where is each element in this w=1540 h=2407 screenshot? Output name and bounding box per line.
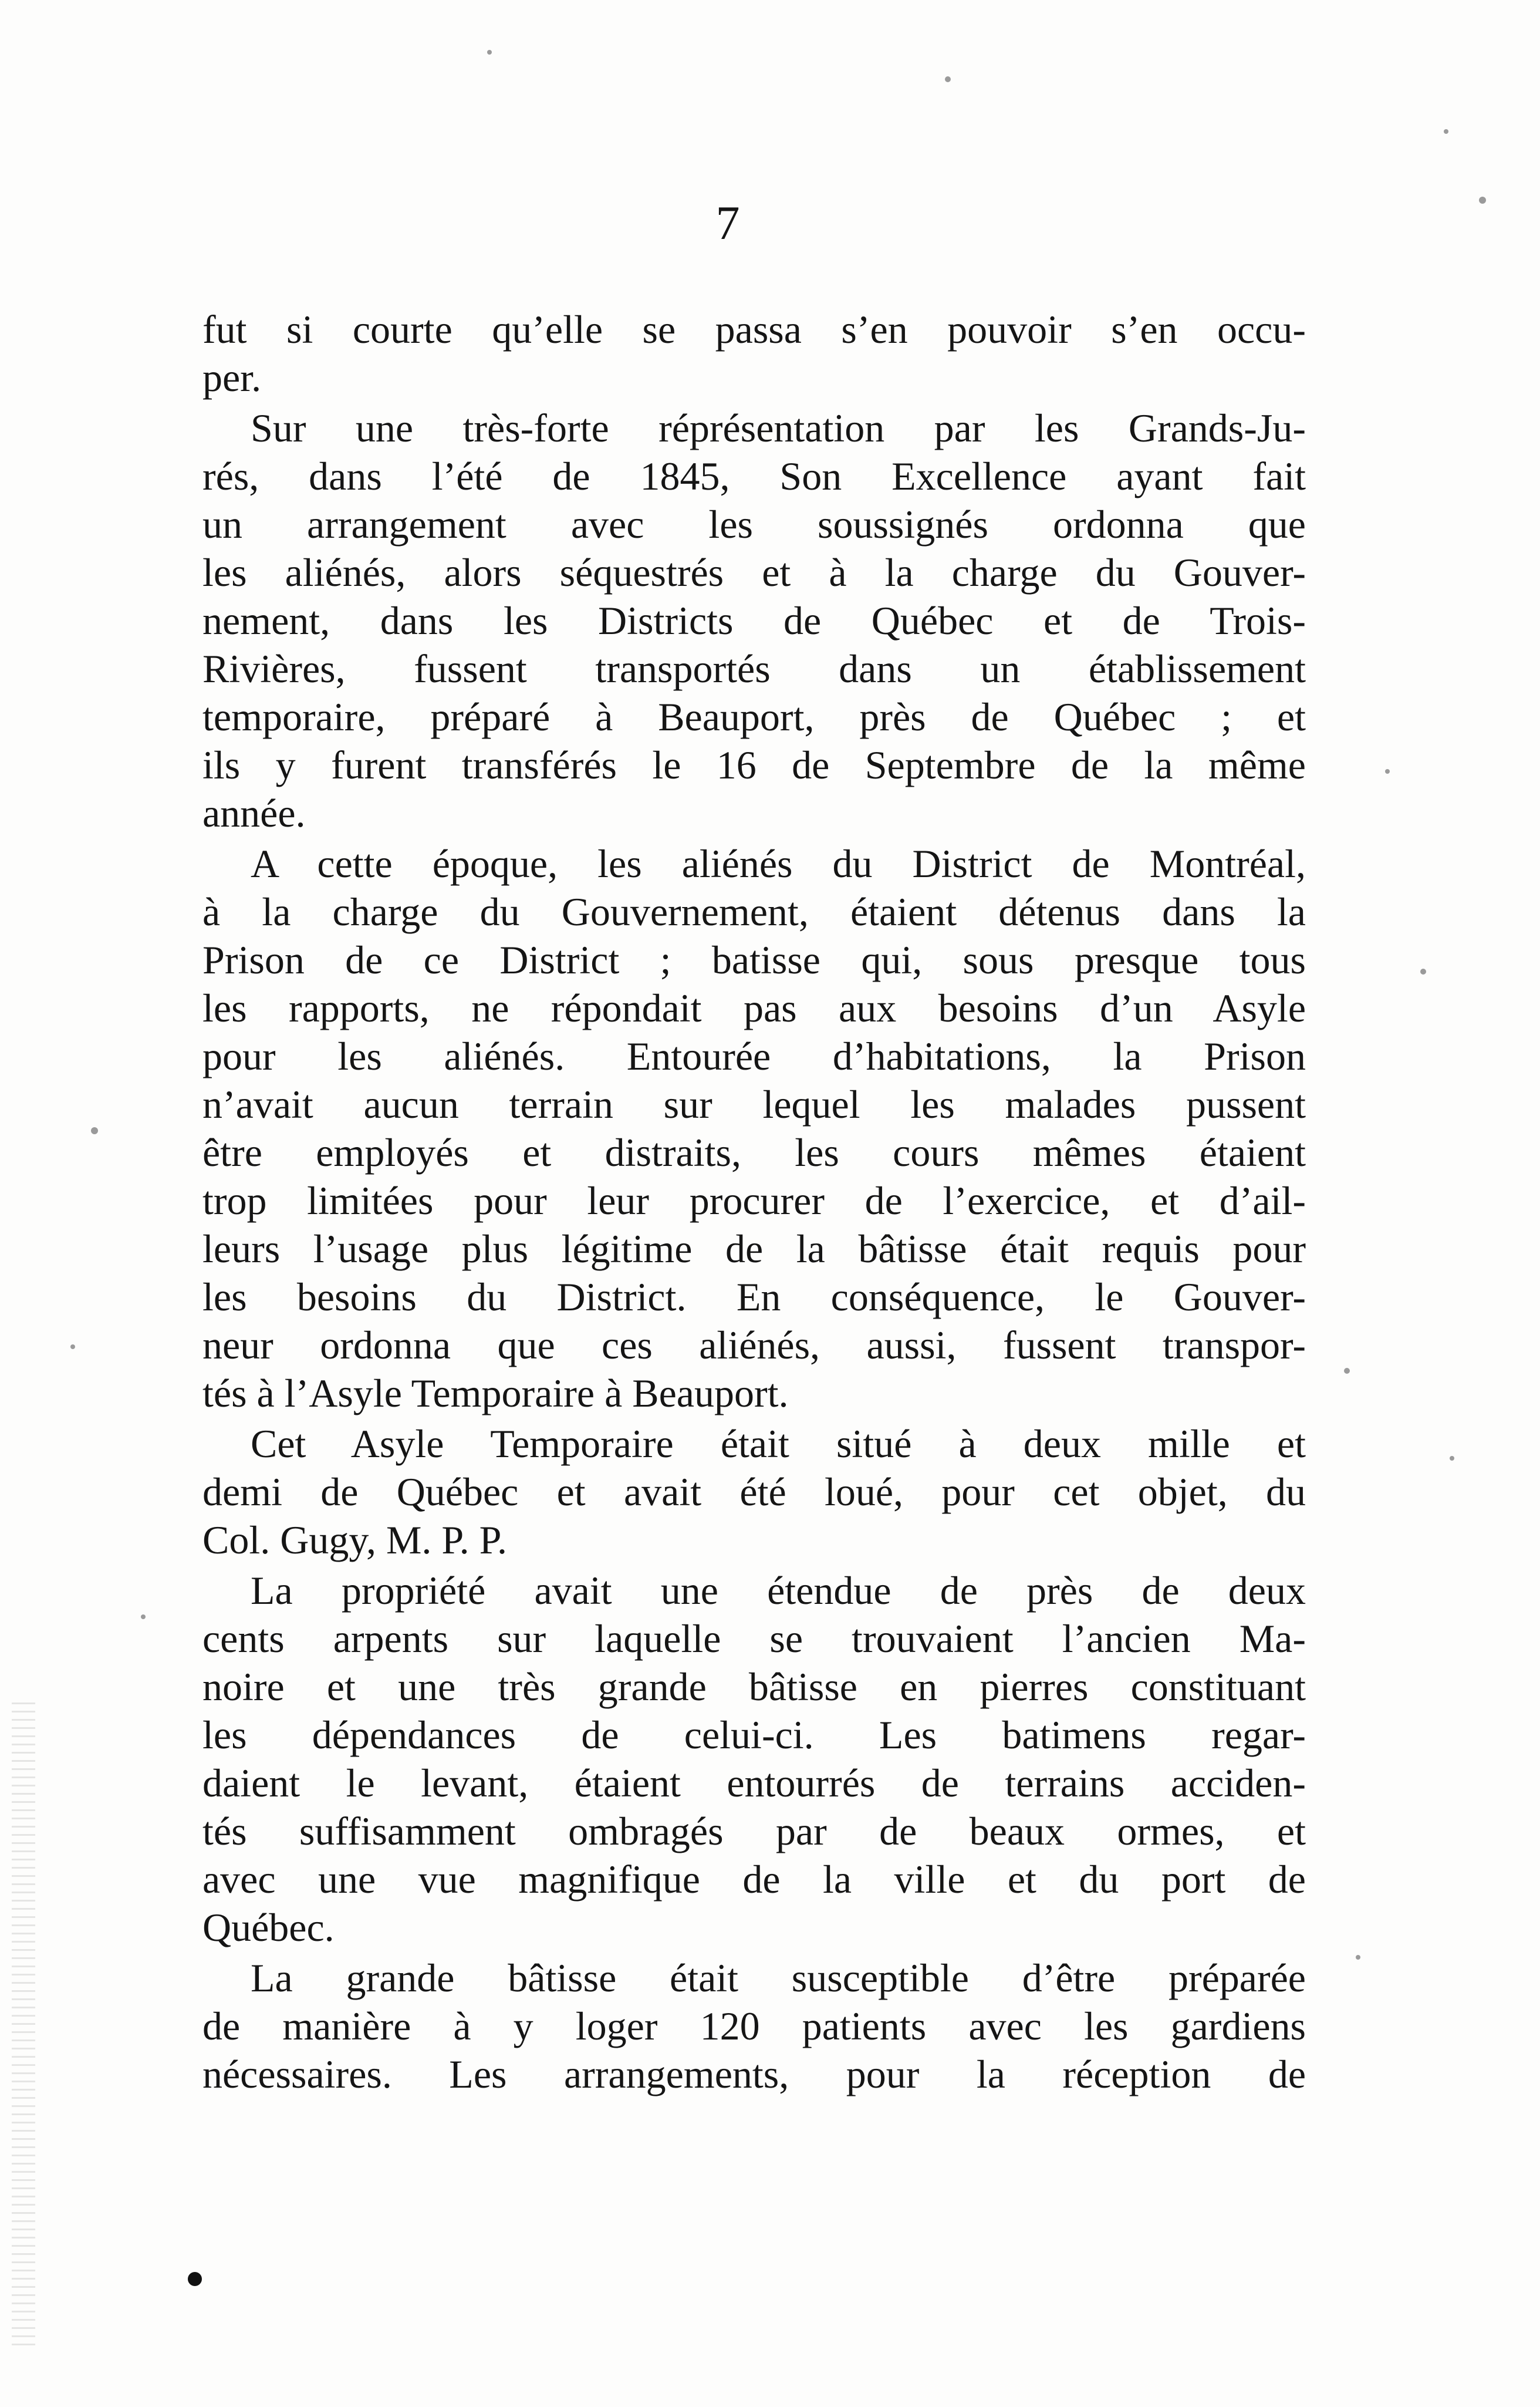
scan-speck bbox=[1479, 197, 1486, 204]
text-line: pour les aliénés. Entourée d’habitations, la Prison bbox=[202, 1034, 1306, 1078]
text-line: de manière à y loger 120 patients avec les gardiens bbox=[202, 2004, 1306, 2048]
scan-speck bbox=[1420, 969, 1426, 975]
text-line: daient le levant, étaient entourrés de terrains acciden- bbox=[202, 1761, 1306, 1805]
text-line: année. bbox=[202, 791, 306, 835]
scan-speck bbox=[1344, 1368, 1350, 1374]
scan-speck bbox=[945, 76, 951, 82]
text-line: les rapports, ne répondait pas aux besoins d’un Asyle bbox=[202, 986, 1306, 1030]
text-line: trop limitées pour leur procurer de l’exercice, et d’ail- bbox=[202, 1178, 1306, 1223]
text-line: Québec. bbox=[202, 1905, 335, 1950]
text-line: per. bbox=[202, 355, 262, 400]
text-line: n’avait aucun terrain sur lequel les malades pussent bbox=[202, 1082, 1306, 1127]
text-line: un arrangement avec les soussignés ordonna que bbox=[202, 502, 1306, 547]
text-line: à la charge du Gouvernement, étaient détenus dans la bbox=[202, 889, 1306, 934]
scan-speck bbox=[1444, 129, 1448, 134]
scan-speck bbox=[70, 1344, 75, 1349]
page-number: 7 bbox=[715, 196, 740, 250]
scan-speck bbox=[487, 50, 492, 55]
scan-speck bbox=[1385, 769, 1390, 774]
scan-speck bbox=[1356, 1955, 1360, 1960]
text-line: neur ordonna que ces aliénés, aussi, fussent transpor- bbox=[202, 1323, 1306, 1367]
body-text bbox=[202, 305, 1306, 2098]
text-line: nement, dans les Districts de Québec et de Trois- bbox=[202, 598, 1306, 643]
text-line: Rivières, fussent transportés dans un établissement bbox=[202, 646, 1306, 691]
scan-edge-noise bbox=[12, 1703, 35, 2348]
text-line: les dépendances de celui-ci. Les batimens regar- bbox=[202, 1712, 1306, 1757]
text-line: avec une vue magnifique de la ville et du port de bbox=[202, 1857, 1306, 1902]
scan-speck bbox=[1450, 1456, 1454, 1461]
text-line: fut si courte qu’elle se passa s’en pouvoir s’en occu- bbox=[202, 307, 1306, 352]
text-line: Cet Asyle Temporaire était situé à deux mille et bbox=[251, 1421, 1306, 1466]
text-line: A cette époque, les aliénés du District de Montréal, bbox=[251, 841, 1306, 886]
text-line: noire et une très grande bâtisse en pierres constituant bbox=[202, 1664, 1306, 1709]
scan-speck bbox=[91, 1127, 98, 1134]
ink-dot-mark bbox=[188, 2272, 202, 2286]
text-line: Prison de ce District ; batisse qui, sous presque tous bbox=[202, 938, 1306, 982]
scan-speck bbox=[141, 1614, 146, 1619]
text-line: demi de Québec et avait été loué, pour cet objet, du bbox=[202, 1469, 1306, 1514]
text-line: tés suffisamment ombragés par de beaux ormes, et bbox=[202, 1809, 1306, 1853]
text-line: les aliénés, alors séquestrés et à la charge du Gouver- bbox=[202, 550, 1306, 595]
text-line: leurs l’usage plus légitime de la bâtisse était requis pour bbox=[202, 1226, 1306, 1271]
text-line: être employés et distraits, les cours mêmes étaient bbox=[202, 1130, 1306, 1175]
text-line: La propriété avait une étendue de près de deux bbox=[251, 1568, 1306, 1613]
text-line: Sur une très-forte réprésentation par les Grands-Ju- bbox=[251, 406, 1306, 450]
text-line: tés à l’Asyle Temporaire à Beauport. bbox=[202, 1371, 789, 1415]
text-line: temporaire, préparé à Beauport, près de Québec ; et bbox=[202, 695, 1306, 739]
text-line: rés, dans l’été de 1845, Son Excellence ayant fait bbox=[202, 454, 1306, 498]
text-line: cents arpents sur laquelle se trouvaient l’ancien Ma- bbox=[202, 1616, 1306, 1661]
text-line: La grande bâtisse était susceptible d’être préparée bbox=[251, 1956, 1306, 2000]
text-line: les besoins du District. En conséquence, le Gouver- bbox=[202, 1275, 1306, 1319]
text-line: nécessaires. Les arrangements, pour la réception de bbox=[202, 2052, 1306, 2096]
text-line: Col. Gugy, M. P. P. bbox=[202, 1518, 507, 1562]
text-line: ils y furent transférés le 16 de Septembre de la même bbox=[202, 743, 1306, 787]
